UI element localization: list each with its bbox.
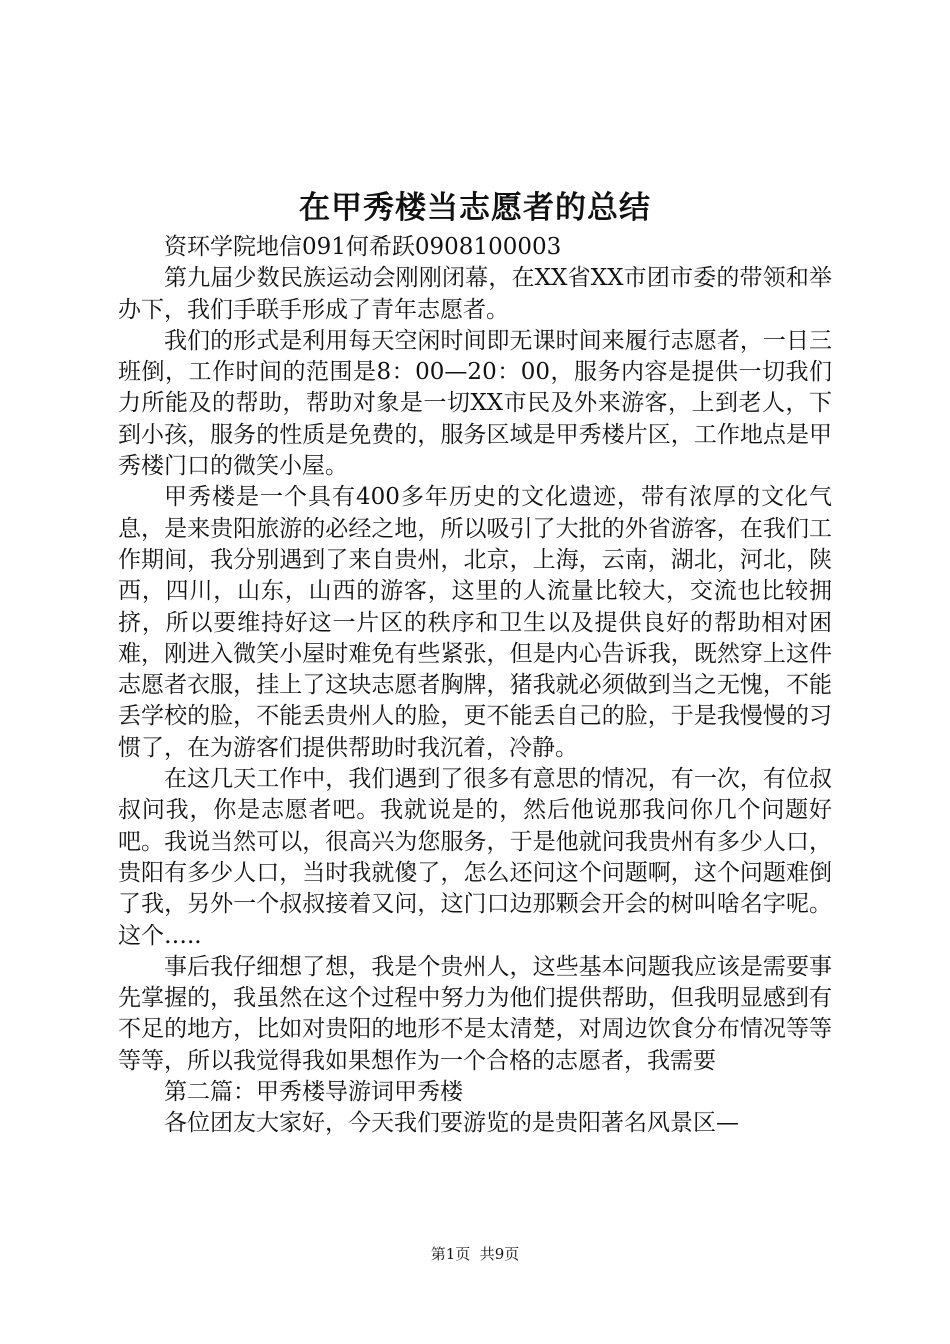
paragraph: 我们的形式是利用每天空闲时间即无课时间来履行志愿者，一日三班倒，工作时间的范围是8：00—20：00，服务内容是提供一切我们力所能及的帮助，帮助对象是一切XX市民及外来游客，上到老人，下到小孩，服务的性质是免费的，服务区域是甲秀楼片区，工作地点是甲秀楼门口的微笑小屋。 xyxy=(118,327,832,480)
page-footer xyxy=(0,1244,950,1264)
document-body xyxy=(118,232,832,1140)
page-number: 第1页 共9页 xyxy=(430,1245,520,1263)
author-line: 资环学院地信091何希跃0908100003 xyxy=(164,234,562,260)
paragraph: 甲秀楼是一个具有400多年历史的文化遗迹，带有浓厚的文化气息，是来贵阳旅游的必经之地，所以吸引了大批的外省游客，在我们工作期间，我分别遇到了来自贵州，北京，上海，云南，湖北，河北，陕西，四川，山东，山西的游客，这里的人流量比较大，交流也比较拥挤，所以要维持好这一片区的秩序和卫生以及提供良好的帮助相对困难，刚进入微笑小屋时难免有些紧张，但是内心告诉我，既然穿上这件志愿者衣服，挂上了这块志愿者胸牌，猪我就必须做到当之无愧，不能丢学校的脸，不能丢贵州人的脸，更不能丢自己的脸，于是我慢慢的习惯了，在为游客们提供帮助时我沉着，冷静。 xyxy=(118,484,832,761)
paragraph: 第九届少数民族运动会刚刚闭幕，在XX省XX市团市委的带领和举办下，我们手联手形成了青年志愿者。 xyxy=(118,265,832,323)
paragraph: 各位团友大家好，今天我们要游览的是贵阳著名风景区— xyxy=(164,1110,739,1137)
paragraph: 在这几天工作中，我们遇到了很多有意思的情况，有一次，有位叔叔问我，你是志愿者吧。我就说是的，然后他说那我问你几个问题好吧。我说当然可以，很高兴为您服务，于是他就问我贵州有多少人口，贵阳有多少人口，当时我就傻了，怎么还问这个问题啊，这个问题难倒了我，另外一个叔叔接着又问，这门口边那颗会开会的树叫啥名字呢。这个….. xyxy=(118,766,832,949)
document-title: 在甲秀楼当志愿者的总结 xyxy=(299,190,651,226)
paragraph: 事后我仔细想了想，我是个贵州人，这些基本问题我应该是需要事先掌握的，我虽然在这个过程中努力为他们提供帮助，但我明显感到有不足的地方，比如对贵阳的地形不是太清楚，对周边饮食分布情况等等等等，所以我觉得我如果想作为一个合格的志愿者，我需要 xyxy=(118,953,832,1074)
section-heading: 第二篇：甲秀楼导游词甲秀楼 xyxy=(164,1079,463,1106)
